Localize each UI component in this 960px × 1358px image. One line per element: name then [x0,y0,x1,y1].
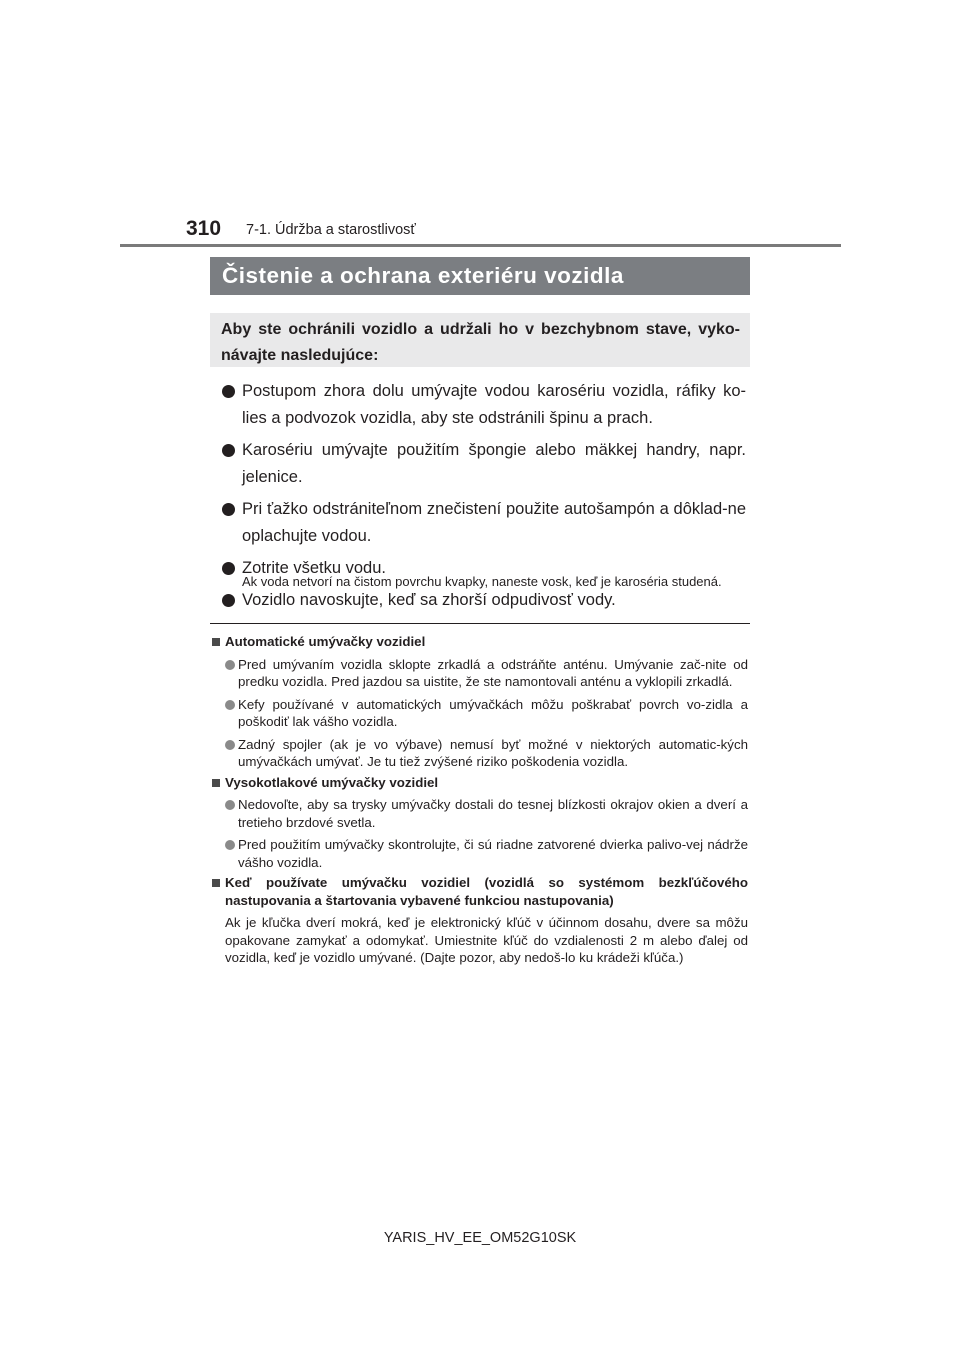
detail-item [212,696,748,731]
detail-item [212,796,748,831]
header-divider [120,244,841,247]
detail-item [212,736,748,771]
circle-bullet-icon [225,700,235,710]
detail-text: Zadný spojler (ak je vo výbave) nemusí byť možné v niektorých automatic-kých umývačkách umývať. Je tu tiež zvýšené riziko poškodenia vozidla. [238,736,748,769]
subsection-heading [212,633,748,651]
section-divider [210,623,750,624]
subsection-heading [212,874,748,909]
subsection-heading-text: Keď používate umývačku vozidiel (vozidlá so systémom bezkľúčového nastupovania a štartovania vybavené funkciou nastupovania) [225,875,748,908]
square-bullet-icon [212,879,220,887]
detail-item [212,836,748,871]
circle-bullet-icon [225,740,235,750]
wax-note: Ak voda netvorí na čistom povrchu kvapky, naneste vosk, keď je karoséria studená. [242,574,722,589]
subsection-heading [212,774,748,792]
bullet-item [222,496,746,550]
subsection-heading-text: Automatické umývačky vozidiel [225,634,426,649]
page-number: 310 [186,217,222,240]
detail-item [212,656,748,691]
bullet-item [222,378,746,432]
circle-bullet-icon [225,840,235,850]
circle-bullet-icon [225,800,235,810]
intro-box [210,313,750,367]
bullet-text: Zotrite všetku vodu. [242,559,386,577]
document-code: YARIS_HV_EE_OM52G10SK [383,1230,577,1246]
bullet-dot-icon [222,503,235,516]
detail-paragraph: Ak je kľučka dverí mokrá, keď je elektronický kľúč v účinnom dosahu, dvere sa môžu opakovane zamykať a odomykať. Umiestnite kľúč do vzdialenosti 2 m alebo ďalej od vozidla, keď je vozidlo umývané. (Dajte pozor, aby nedoš-lo ku krádeži kľúča.) [225,915,748,965]
bullet-dot-icon [222,594,235,607]
detail-text: Pred použitím umývačky skontrolujte, či sú riadne zatvorené dvierka palivo-vej nádrže vášho vozidla. [238,837,748,870]
bullet-text: Karosériu umývajte použitím špongie alebo mäkkej handry, napr. jelenice. [242,441,746,486]
circle-bullet-icon [225,660,235,670]
title-bar [210,257,750,295]
square-bullet-icon [212,638,220,646]
detail-text: Kefy používané v automatických umývačkách môžu poškrabať povrch vo-zidla a poškodiť lak vášho vozidla. [238,696,748,729]
bullet-dot-icon [222,385,235,398]
square-bullet-icon [212,779,220,787]
bullet-text: Pri ťažko odstrániteľnom znečistení použite autošampón a dôklad-ne oplachujte vodou. [242,500,746,545]
bullet-text: Vozidlo navoskujte, keď sa zhorší odpudivosť vody. [242,591,616,609]
bullet-text: Postupom zhora dolu umývajte vodou karosériu vozidla, ráfiky ko-lies a podvozok vozidla, aby ste odstránili špinu a prach. [242,382,746,427]
details-section [212,630,748,967]
bullet-item [222,587,746,614]
intro-text: Aby ste ochránili vozidlo a udržali ho v bezchybnom stave, vyko-návajte nasledujúce: [221,321,740,364]
bullet-dot-icon [222,562,235,575]
subsection-heading-text: Vysokotlakové umývačky vozidiel [225,774,439,790]
detail-text: Pred umývaním vozidla sklopte zrkadlá a odstráňte anténu. Umývanie zač-nite od predku vozidla. Pred jazdou sa uistite, že ste namontovali anténu a vyklopili zrkadlá. [238,656,748,689]
bullet-item [222,437,746,491]
detail-text: Nedovoľte, aby sa trysky umývačky dostali do tesnej blízkosti okrajov okien a dverí a tretieho brzdové svetla. [238,797,748,830]
section-breadcrumb: 7-1. Údržba a starostlivosť [246,222,416,238]
bullet-dot-icon [222,444,235,457]
page-title: Čistenie a ochrana exteriéru vozidla [222,263,624,288]
